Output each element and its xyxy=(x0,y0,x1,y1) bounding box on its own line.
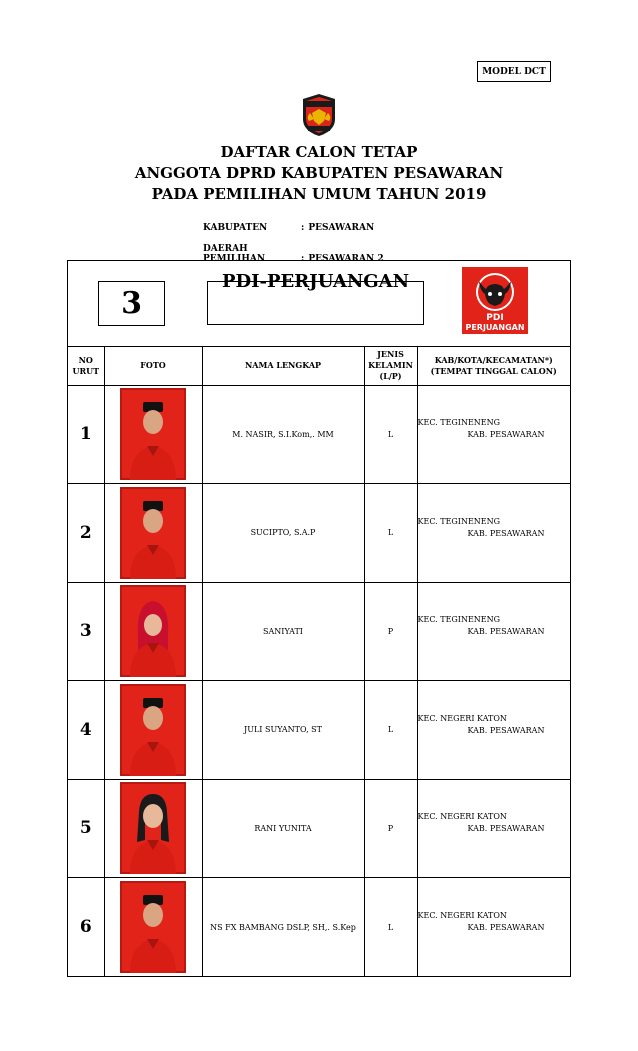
candidate-gender: L xyxy=(364,385,417,484)
candidate-photo xyxy=(120,585,186,677)
col-no-urut: NO URUT xyxy=(68,347,104,385)
table-header-row xyxy=(68,347,570,385)
candidate-kabupaten: KAB. PESAWARAN xyxy=(467,627,545,637)
table-row xyxy=(68,878,570,977)
candidate-photo-cell xyxy=(104,385,202,484)
candidate-number: 2 xyxy=(68,484,104,583)
candidate-photo xyxy=(120,487,186,579)
pdi-logo-text-1: PDI xyxy=(486,313,504,323)
kabupaten-label: KABUPATEN xyxy=(203,223,268,233)
candidate-name: SUCIPTO, S.A.P xyxy=(202,484,364,583)
kabupaten-row: KABUPATEN : PESAWARAN xyxy=(203,223,375,233)
candidate-name: JULI SUYANTO, ST xyxy=(202,681,364,780)
pdi-logo-text-2: PERJUANGAN xyxy=(465,323,525,332)
table-row xyxy=(68,385,570,484)
candidate-name: NS FX BAMBANG DSLP, SH,. S.Kep xyxy=(202,878,364,977)
candidate-gender: L xyxy=(364,681,417,780)
kpu-garuda-logo xyxy=(300,93,338,137)
candidate-number: 3 xyxy=(68,582,104,681)
col-nama-lengkap: NAMA LENGKAP xyxy=(202,347,364,385)
candidate-number: 1 xyxy=(68,385,104,484)
candidate-photo xyxy=(120,684,186,776)
candidate-gender: P xyxy=(364,582,417,681)
candidate-photo xyxy=(120,388,186,480)
candidate-kabupaten: KAB. PESAWARAN xyxy=(467,824,545,834)
candidate-address xyxy=(417,779,570,878)
model-label: MODEL DCT xyxy=(477,61,551,82)
party-header xyxy=(68,261,570,347)
candidate-photo-cell xyxy=(104,878,202,977)
candidate-name: RANI YUNITA xyxy=(202,779,364,878)
title-line-2: ANGGOTA DPRD KABUPATEN PESAWARAN xyxy=(134,164,504,182)
candidate-form xyxy=(67,260,571,977)
table-row xyxy=(68,484,570,583)
candidate-name: M. NASIR, S.I.Kom,. MM xyxy=(202,385,364,484)
candidate-kecamatan: KEC. TEGINENENG xyxy=(417,418,501,428)
col-tempat-tinggal: KAB/KOTA/KECAMATAN*) (TEMPAT TINGGAL CALON) xyxy=(417,347,570,385)
candidate-gender: L xyxy=(364,484,417,583)
kabupaten-value: PESAWARAN xyxy=(308,223,375,233)
candidate-gender: L xyxy=(364,878,417,977)
party-number: 3 xyxy=(98,281,165,326)
title-line-1: DAFTAR CALON TETAP xyxy=(220,143,418,161)
candidate-address xyxy=(417,385,570,484)
candidate-gender: P xyxy=(364,779,417,878)
candidate-address xyxy=(417,681,570,780)
candidate-photo-cell xyxy=(104,779,202,878)
dapil-row: DAERAH PEMILIHAN : PESAWARAN 2 xyxy=(203,244,384,264)
table-row xyxy=(68,582,570,681)
col-foto: FOTO xyxy=(104,347,202,385)
col-jenis-kelamin: JENIS KELAMIN (L/P) xyxy=(364,347,417,385)
candidate-number: 4 xyxy=(68,681,104,780)
candidate-kecamatan: KEC. TEGINENENG xyxy=(417,516,501,526)
candidate-name: SANIYATI xyxy=(202,582,364,681)
candidate-photo-cell xyxy=(104,582,202,681)
candidate-number: 5 xyxy=(68,779,104,878)
candidate-photo-cell xyxy=(104,681,202,780)
dapil-value: PESAWARAN 2 xyxy=(308,254,384,264)
candidate-kabupaten: KAB. PESAWARAN xyxy=(467,528,545,538)
candidate-kabupaten: KAB. PESAWARAN xyxy=(467,923,545,932)
candidate-number: 6 xyxy=(68,878,104,977)
table-row xyxy=(68,681,570,780)
candidate-kecamatan: KEC. NEGERI KATON xyxy=(417,812,507,822)
candidate-address xyxy=(417,878,570,977)
party-name: PDI-PERJUANGAN xyxy=(221,271,410,292)
candidate-kabupaten: KAB. PESAWARAN xyxy=(467,725,545,735)
candidate-kecamatan: KEC. NEGERI KATON xyxy=(417,713,507,723)
table-row xyxy=(68,779,570,878)
candidate-photo-cell xyxy=(104,484,202,583)
candidate-kecamatan: KEC. NEGERI KATON xyxy=(417,911,507,920)
candidate-address xyxy=(417,484,570,583)
dapil-label: DAERAH PEMILIHAN xyxy=(203,244,266,264)
candidate-address xyxy=(417,582,570,681)
candidate-table xyxy=(68,347,570,976)
candidate-photo xyxy=(120,881,186,973)
pdi-perjuangan-logo xyxy=(462,267,528,334)
candidate-kabupaten: KAB. PESAWARAN xyxy=(467,430,545,440)
title-line-3: PADA PEMILIHAN UMUM TAHUN 2019 xyxy=(151,185,487,203)
candidate-photo xyxy=(120,782,186,874)
candidate-kecamatan: KEC. TEGINENENG xyxy=(417,615,501,625)
